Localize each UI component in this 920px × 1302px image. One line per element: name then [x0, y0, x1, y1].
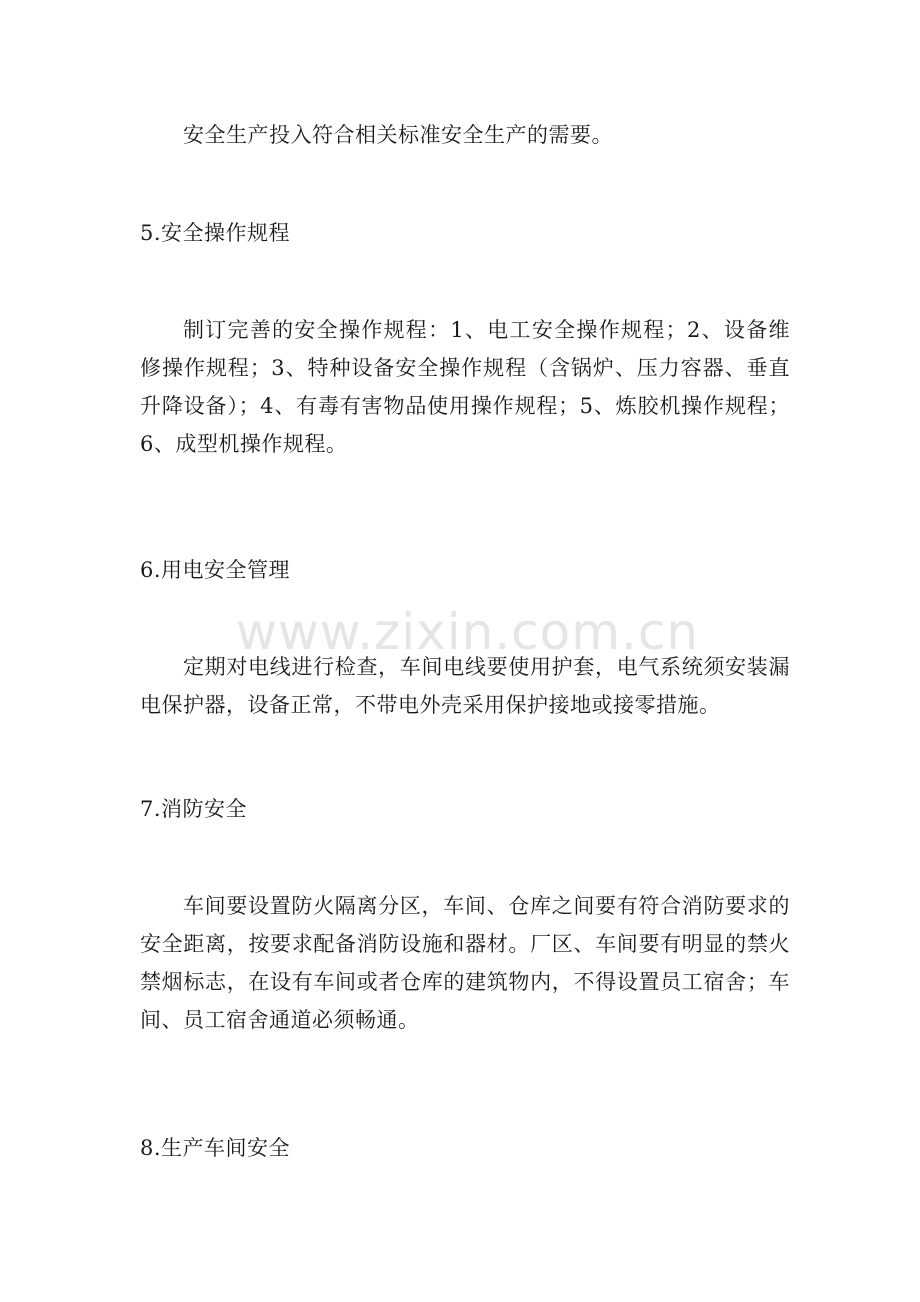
paragraph-electrical-safety: 定期对电线进行检查，车间电线要使用护套，电气系统须安装漏电保护器，设备正常，不带电外壳采用保护接地或接零措施。 — [140, 655, 790, 717]
watermark-text: www.zixin.com.cn — [236, 603, 700, 661]
heading-section-8: 8.生产车间安全 — [140, 1136, 291, 1160]
heading-section-7: 7.消防安全 — [140, 797, 248, 821]
heading-section-5: 5.安全操作规程 — [140, 221, 291, 245]
heading-section-6: 6.用电安全管理 — [140, 558, 291, 582]
paragraph-operating-procedures: 制订完善的安全操作规程：1、电工安全操作规程；2、设备维修操作规程；3、特种设备安全操作规程（含锅炉、压力容器、垂直升降设备）；4、有毒有害物品使用操作规程；5、炼胶机操作规程；6、成型机操作规程。 — [140, 318, 790, 456]
paragraph-fire-safety: 车间要设置防火隔离分区，车间、仓库之间要有符合消防要求的安全距离，按要求配备消防设施和器材。厂区、车间要有明显的禁火禁烟标志，在设有车间或者仓库的建筑物内，不得设置员工宿舍；车间、员工宿舍通道必须畅通。 — [140, 894, 790, 1032]
paragraph-investment: 安全生产投入符合相关标准安全生产的需要。 — [183, 123, 613, 147]
